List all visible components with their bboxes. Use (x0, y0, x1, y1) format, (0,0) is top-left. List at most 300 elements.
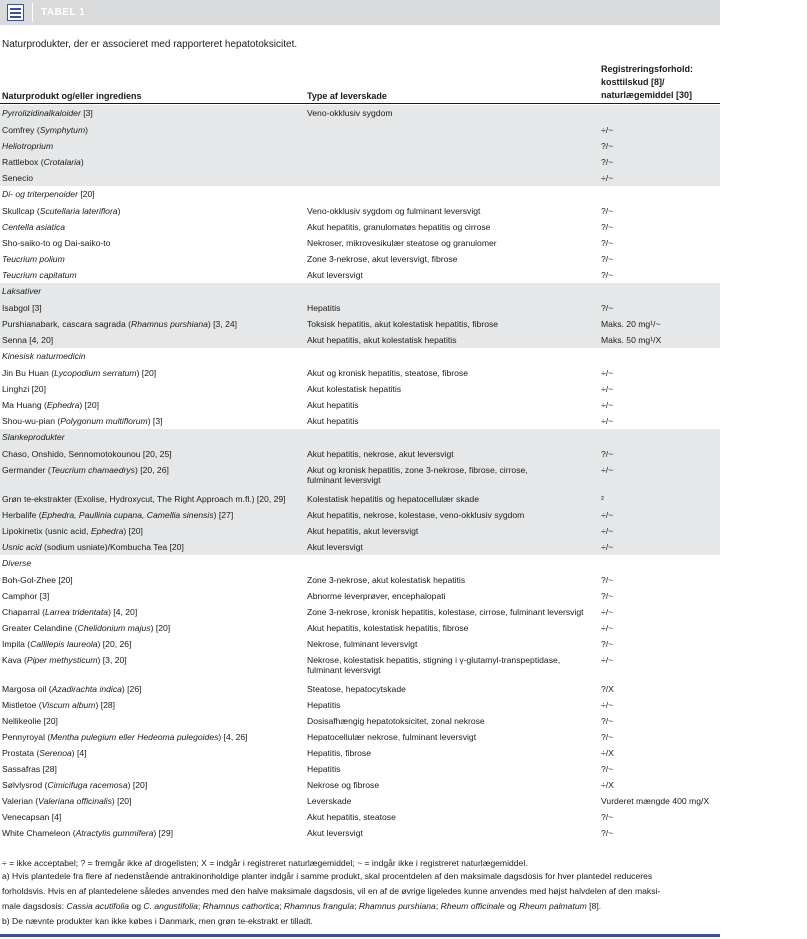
product-name: Pyrrolizidinalkaloider (2, 108, 81, 118)
product-suffix: ) [20] (123, 526, 143, 536)
cell-registration: ?/~ (601, 639, 614, 649)
table-body (0, 105, 720, 841)
product-suffix: ) [28] (95, 700, 116, 710)
column-header-damage: Type af leverskade (307, 91, 387, 101)
header-separator (32, 3, 33, 22)
product-suffix: ) [20] (127, 780, 148, 790)
damage-text: Akut leversvigt (307, 542, 363, 552)
cell-registration: ?/~ (601, 591, 614, 601)
damage-text: Zone 3-nekrose, akut leversvigt, fibrose (307, 254, 458, 264)
product-name: Linghzi [20] (2, 384, 46, 394)
species-name: Lycopodium serratum (54, 368, 137, 378)
damage-text: Dosisafhængig hepatotoksicitet, zonal nekrose (307, 716, 485, 726)
table-row (0, 381, 720, 397)
table-row (0, 203, 720, 219)
product-name: Teucrium capitatum (2, 270, 77, 280)
cell-product (2, 465, 169, 475)
damage-text: Akut kolestatisk hepatitis (307, 384, 402, 394)
cell-registration: ÷/~ (601, 384, 614, 394)
species-name: Rhamnus frangula (283, 901, 355, 911)
cell-product (2, 222, 65, 232)
footnote-a-line2: forholdsvis. Hvis en af plantedelene således anvendes med den halve maksimale dagsdosis, vil en af de øvrige ligeledes kunne anvendes med højst halvdelen af den maksi- (2, 886, 661, 896)
column-header-registration (601, 63, 693, 102)
damage-text-continued: fulminant leversvigt (307, 665, 381, 675)
cell-registration: ?/~ (601, 732, 614, 742)
cell-registration: ?/~ (601, 716, 614, 726)
damage-text: Hepatitis (307, 303, 341, 313)
damage-text: Hepatitis, fibrose (307, 748, 372, 758)
cell-product (2, 270, 77, 280)
product-name: Camphor [3] (2, 591, 50, 601)
reference: [3] (80, 108, 93, 118)
species-name: Rheum officinale (440, 901, 505, 911)
product-name: Sassafras [28] (2, 764, 57, 774)
cell-product (2, 748, 87, 758)
cell-product (2, 796, 131, 806)
table-row (0, 429, 720, 446)
damage-text: Akut hepatitis (307, 416, 359, 426)
cell-product (2, 828, 173, 838)
cell-damage (307, 828, 363, 838)
damage-text: Abnorme leverprøver, encephalopati (307, 591, 446, 601)
cell-product (2, 732, 248, 742)
damage-text: Hepatitis (307, 764, 341, 774)
cell-damage (307, 607, 584, 617)
cell-product (2, 607, 137, 617)
table-row (0, 105, 720, 122)
cell-damage (307, 623, 468, 633)
product-name: Germander ( (2, 465, 51, 475)
table-row (0, 729, 720, 745)
cell-product (2, 400, 99, 410)
cell-product (2, 335, 53, 345)
damage-text: Akut leversvigt (307, 270, 363, 280)
product-suffix: ) [3] (147, 416, 163, 426)
cell-product (2, 319, 237, 329)
product-suffix: ) [20] (136, 368, 157, 378)
table-header-bar (0, 0, 720, 25)
table-row (0, 745, 720, 761)
cell-product (2, 108, 93, 118)
damage-text: Kolestatisk hepatitis og hepatocellulær skade (307, 494, 479, 504)
cell-registration: ?/~ (601, 303, 614, 313)
species-name: Valeriana officinalis (38, 796, 112, 806)
product-suffix: ) [20] (111, 796, 132, 806)
table-row (0, 283, 720, 300)
footnote-text: ; (279, 901, 284, 911)
cell-product (2, 303, 42, 313)
cell-product (2, 575, 73, 585)
bottom-rule (0, 934, 720, 937)
damage-text: Akut hepatitis (307, 400, 359, 410)
cell-product (2, 125, 88, 135)
damage-text: Leverskade (307, 796, 352, 806)
product-name: Boh-Gol-Zhee [20] (2, 575, 73, 585)
damage-text: Akut hepatitis, nekrose, akut leversvigt (307, 449, 454, 459)
damage-text: Akut hepatitis, granulomatøs hepatitis og cirrose (307, 222, 491, 232)
cell-registration: Maks. 20 mg¹/~ (601, 319, 661, 329)
product-suffix: ) [4, 26] (218, 732, 248, 742)
cell-damage (307, 542, 363, 552)
damage-text: Steatose, hepatocytskade (307, 684, 406, 694)
cell-registration: ?/~ (601, 157, 614, 167)
product-suffix: ) (117, 206, 121, 216)
table-row (0, 138, 720, 154)
product-name: Herbalife ( (2, 510, 42, 520)
product-name: Margosa oil ( (2, 684, 52, 694)
cell-product (2, 384, 46, 394)
table-row (0, 555, 720, 572)
table-row (0, 539, 720, 555)
cell-product (2, 558, 31, 568)
cell-damage (307, 270, 363, 280)
cell-damage (307, 748, 371, 758)
cell-product (2, 812, 61, 822)
footnote-text: [8]. (586, 901, 602, 911)
species-name: Polygonum multiflorum (60, 416, 148, 426)
product-name: Sho-saiko-to og Dai-saiko-to (2, 238, 111, 248)
product-name: Mistletoe ( (2, 700, 42, 710)
product-name: Grøn te-ekstrakter (Exolise, Hydroxycut, The Right Approach m.fl.) [20, 29] (2, 494, 286, 504)
species-name: Viscum album (41, 700, 96, 710)
cell-product (2, 238, 110, 248)
footnote-text: ; (435, 901, 441, 911)
cell-registration: ² (601, 494, 604, 504)
table-row (0, 523, 720, 539)
reference: [20] (77, 189, 95, 199)
product-name: Isabgol [3] (2, 303, 42, 313)
cell-product (2, 764, 57, 774)
table-row (0, 267, 720, 283)
species-name: Serenoa (39, 748, 72, 758)
product-name: Prostata ( (2, 748, 40, 758)
damage-text: Zone 3-nekrose, akut kolestatisk hepatitis (307, 575, 466, 585)
cell-damage (307, 716, 485, 726)
cell-registration: ÷/~ (601, 416, 614, 426)
product-name: Di- og triterpenoider (2, 189, 78, 199)
cell-damage (307, 254, 457, 264)
species-name: Symphytum (39, 125, 86, 135)
product-name: Senecio (2, 173, 34, 183)
table-row (0, 397, 720, 413)
species-name: Atractylis gummifera (75, 828, 154, 838)
column-header-product: Naturprodukt og/eller ingrediens (2, 91, 142, 101)
product-suffix: ) [20, 26] (134, 465, 169, 475)
product-name: Comfrey ( (2, 125, 40, 135)
cell-damage (307, 510, 524, 520)
species-name: Ephedra (46, 400, 80, 410)
table-row (0, 681, 720, 697)
product-name: Ma Huang ( (2, 400, 47, 410)
damage-text: Akut hepatitis, akut kolestatisk hepatitis (307, 335, 457, 345)
cell-registration: ÷/~ (601, 465, 614, 475)
damage-text: Hepatitis (307, 700, 341, 710)
table-row (0, 777, 720, 793)
registration-line: Registreringsforhold: (601, 64, 694, 74)
cell-damage (307, 575, 465, 585)
species-name: Ephedra, Paullinia cupana, Camellia sinensis (41, 510, 214, 520)
footnote-text: ; (354, 901, 359, 911)
table-row (0, 713, 720, 729)
damage-text: Akut leversvigt (307, 828, 363, 838)
cell-damage (307, 238, 497, 248)
cell-damage (307, 494, 479, 504)
cell-damage (307, 206, 480, 216)
header-rule (0, 103, 720, 104)
table-row (0, 491, 720, 507)
table-row (0, 122, 720, 138)
cell-product (2, 655, 127, 665)
cell-registration: ?/~ (601, 238, 614, 248)
cell-registration: ÷/~ (601, 655, 614, 665)
table-row (0, 332, 720, 348)
cell-product (2, 157, 84, 167)
table-row (0, 793, 720, 809)
registration-line: naturlægemiddel [30] (601, 90, 693, 100)
cell-registration: ÷/~ (601, 125, 614, 135)
product-name: Jin Bu Huan ( (2, 368, 55, 378)
footnote-b: b) De nævnte produkter kan ikke købes i Danmark, men grøn te-ekstrakt er tilladt. (2, 916, 313, 926)
cell-damage (307, 449, 454, 459)
product-name: Rattlebox ( (2, 157, 44, 167)
reference: (sodium usniate)/Kombucha Tea [20] (41, 542, 184, 552)
footnote-legend: ÷ = ikke acceptabel; ? = fremgår ikke af drogelisten; X = indgår i registreret naturlægemiddel; ~ = indgår ikke i registreret naturlægemiddel. (2, 858, 528, 868)
damage-text: Akut hepatitis, nekrose, kolestase, veno-okklusiv sygdom (307, 510, 525, 520)
product-name: Impila ( (2, 639, 31, 649)
cell-damage (307, 368, 468, 378)
table-row (0, 572, 720, 588)
table-row (0, 316, 720, 332)
footnote-a-line1: a) Hvis plantedele fra flere af nedenstående antrakinonholdige planter indgår i samme produkt, skal procentdelen af den maksimale dagsdosis for hver plantedel reduceres (2, 871, 653, 881)
damage-text-continued: fulminant leversvigt (307, 475, 381, 485)
table-row (0, 761, 720, 777)
table-row (0, 154, 720, 170)
damage-text: Nekrose, fulminant leversvigt (307, 639, 418, 649)
table-row (0, 462, 720, 491)
table-row (0, 251, 720, 267)
product-name: Kinesisk naturmedicin (2, 351, 86, 361)
cell-damage (307, 684, 406, 694)
cell-product (2, 254, 65, 264)
cell-registration: ?/~ (601, 254, 614, 264)
table-row (0, 300, 720, 316)
table-row (0, 235, 720, 251)
species-name: C. angustifolia (143, 901, 198, 911)
table-row (0, 348, 720, 365)
table-row (0, 809, 720, 825)
footnote-text: og (504, 901, 519, 911)
cell-damage (307, 796, 351, 806)
product-name: Lipokinetix (usnic acid, (2, 526, 91, 536)
table-row (0, 507, 720, 523)
table-row (0, 170, 720, 186)
product-name: Sølvlysrod ( (2, 780, 48, 790)
species-name: Chelidonium majus (77, 623, 151, 633)
registration-line: kosttilskud [8]/ (601, 77, 665, 87)
product-suffix: ) [4] (71, 748, 87, 758)
cell-product (2, 780, 147, 790)
product-name: Venecapsan [4] (2, 812, 62, 822)
cell-damage (307, 700, 340, 710)
cell-product (2, 432, 65, 442)
product-name: Slankeprodukter (2, 432, 65, 442)
cell-registration: ?/~ (601, 764, 614, 774)
cell-damage (307, 416, 359, 426)
damage-text: Akut og kronisk hepatitis, zone 3-nekrose, fibrose, cirrose, (307, 465, 528, 475)
cell-product (2, 542, 184, 552)
product-name: Laksativer (2, 286, 42, 296)
product-suffix: ) [3, 24] (207, 319, 238, 329)
cell-registration: ?/~ (601, 270, 614, 280)
product-suffix: ) [29] (153, 828, 173, 838)
damage-text: Toksisk hepatitis, akut kolestatisk hepatitis, fibrose (307, 319, 499, 329)
footnote-text: og (129, 901, 144, 911)
cell-damage (307, 764, 340, 774)
product-name: Senna [4, 20] (2, 335, 54, 345)
cell-registration: Maks. 50 mg¹/X (601, 335, 662, 345)
cell-registration: ÷/~ (601, 510, 614, 520)
cell-damage (307, 812, 396, 822)
cell-damage (307, 303, 340, 313)
cell-product (2, 351, 86, 361)
species-name: Crotalaria (43, 157, 81, 167)
cell-damage (307, 655, 560, 675)
cell-registration: ?/~ (601, 812, 614, 822)
species-name: Rhamnus purshiana (358, 901, 436, 911)
cell-registration: ÷/~ (601, 173, 614, 183)
cell-registration: ÷/X (601, 780, 614, 790)
damage-text: Akut hepatitis, kolestatisk hepatitis, fibrose (307, 623, 469, 633)
cell-product (2, 173, 33, 183)
damage-text: Nekroser, mikrovesikulær steatose og granulomer (307, 238, 497, 248)
cell-registration: ?/~ (601, 449, 614, 459)
cell-product (2, 141, 53, 151)
table-row (0, 446, 720, 462)
cell-damage (307, 108, 393, 118)
table-icon (7, 4, 24, 21)
cell-damage (307, 526, 418, 536)
product-suffix: ) [20] (150, 623, 171, 633)
damage-text: Zone 3-nekrose, kronisk hepatitis, kolestase, cirrose, fulminant leversvigt (307, 607, 584, 617)
cell-damage (307, 780, 379, 790)
product-name: Usnic acid (2, 542, 42, 552)
cell-product (2, 189, 95, 199)
damage-text: Hepatocellulær nekrose, fulminant leversvigt (307, 732, 477, 742)
product-name: Teucrium polium (2, 254, 65, 264)
cell-damage (307, 591, 446, 601)
species-name: Teucrium chamaedrys (50, 465, 135, 475)
product-suffix: ) (85, 125, 88, 135)
footnote-a-line3 (2, 900, 601, 912)
species-name: Callilepis laureola (30, 639, 98, 649)
cell-product (2, 639, 131, 649)
cell-registration: ?/X (601, 684, 614, 694)
footnote-text: male dagsdosis: (2, 901, 67, 911)
species-name: Piper methysticum (26, 655, 98, 665)
damage-text: Akut hepatitis, steatose (307, 812, 396, 822)
product-name: Chaso, Onshido, Sennomotokounou [20, 25] (2, 449, 172, 459)
cell-product (2, 416, 163, 426)
table-row (0, 825, 720, 841)
species-name: Ephedra (90, 526, 124, 536)
species-name: Larrea tridentata (45, 607, 109, 617)
cell-product (2, 526, 143, 536)
product-name: Skullcap ( (2, 206, 40, 216)
product-suffix: ) [27] (213, 510, 234, 520)
table-label: TABEL 1 (41, 7, 86, 18)
cell-damage (307, 639, 417, 649)
cell-registration: ÷/~ (601, 700, 614, 710)
product-name: Greater Celandine ( (2, 623, 78, 633)
table-row (0, 652, 720, 681)
species-name: Rhamnus cathortica (202, 901, 280, 911)
cell-registration: ÷/~ (601, 368, 614, 378)
product-suffix: ) [3, 20] (97, 655, 127, 665)
table-row (0, 604, 720, 620)
table-row (0, 219, 720, 235)
table-row (0, 636, 720, 652)
cell-registration: ?/~ (601, 206, 614, 216)
damage-text: Veno-okklusiv sygdom (307, 108, 393, 118)
product-name: Nellikeolie [20] (2, 716, 58, 726)
cell-damage (307, 384, 401, 394)
cell-product (2, 700, 115, 710)
product-name: White Chameleon ( (2, 828, 76, 838)
cell-product (2, 684, 142, 694)
cell-registration: ÷/X (601, 748, 614, 758)
species-name: Azadirachta indica (51, 684, 122, 694)
cell-product (2, 716, 58, 726)
cell-registration: ?/~ (601, 828, 614, 838)
product-suffix: ) [26] (121, 684, 142, 694)
product-suffix: ) (80, 157, 84, 167)
table-row (0, 588, 720, 604)
product-name: Diverse (2, 558, 32, 568)
table-row (0, 413, 720, 429)
cell-product (2, 368, 156, 378)
species-name: Scutellaria lateriflora (39, 206, 118, 216)
cell-product (2, 206, 120, 216)
table-row (0, 365, 720, 381)
product-name: Heliotroprium (2, 141, 54, 151)
cell-registration: ÷/~ (601, 542, 614, 552)
product-name: Chaparral ( (2, 607, 45, 617)
species-name: Cassia acutifolia (66, 901, 130, 911)
table-caption: Naturprodukter, der er associeret med rapporteret hepatotoksicitet. (2, 39, 298, 50)
damage-text: Nekrose, kolestatisk hepatitis, stigning i γ-glutamyl-transpeptidase, (307, 655, 561, 665)
product-name: Centella asiatica (2, 222, 66, 232)
species-name: Rheum palmatum (518, 901, 587, 911)
cell-product (2, 494, 286, 504)
cell-registration: ÷/~ (601, 607, 614, 617)
cell-registration: ÷/~ (601, 526, 614, 536)
cell-damage (307, 465, 528, 485)
table-row (0, 697, 720, 713)
species-name: Cimicifuga racemosa (47, 780, 128, 790)
species-name: Mentha pulegium eller Hedeoma pulegoides (50, 732, 219, 742)
cell-registration: ?/~ (601, 575, 614, 585)
species-name: Rhamnus purshiana (130, 319, 208, 329)
cell-damage (307, 732, 476, 742)
cell-registration: Vurderet mængde 400 mg/X (601, 796, 710, 806)
product-name: Valerian ( (2, 796, 39, 806)
table-row (0, 620, 720, 636)
product-name: Shou-wu-pian ( (2, 416, 61, 426)
damage-text: Akut og kronisk hepatitis, steatose, fibrose (307, 368, 468, 378)
footnote-text: ; (197, 901, 203, 911)
product-suffix: ) [4, 20] (108, 607, 138, 617)
cell-registration: ?/~ (601, 141, 614, 151)
